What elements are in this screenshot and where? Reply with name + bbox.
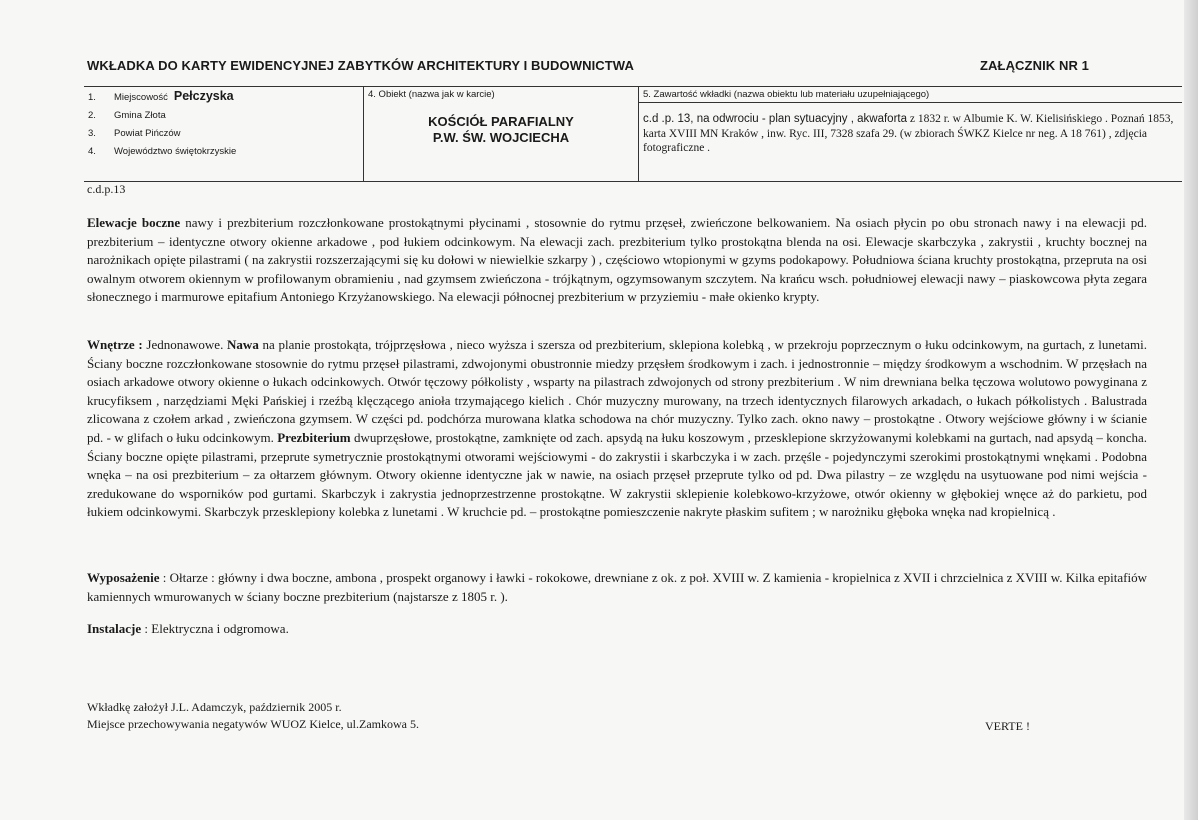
location-column	[84, 87, 364, 181]
municipality-field: 2. Gmina Złota	[88, 110, 166, 121]
section-interior: Wnętrze : Jednonawowe. Nawa na planie prostokąta, trójprzęsłowa , nieco wyższa i szersza od prezbiterium, sklepiona kolebką , w przekroju poprzecznym o łuku odcinkowym, na gurtach, z lunetami. Ściany boczne rozczłonkowane stosownie do rytmu przęseł pilastrami, zdwojonymi obustronnie miedzy przęsłem środkowym i zach. i jednostronnie – między środkowym a wschodnim. W przęsłach na osiach arkadowe otwory okienne o łukach odcinkowych. Otwór tęczowy półkolisty , wsparty na pilastrach zdwojonych od strony prezbiterium . W nim drewniana belka tęczowa wolutowo powyginana z krucyfiksem , narzędziami Męki Pańskiej i rzeźbą klęczącego anioła trzymającego kielich . Chór muzyczny murowany, na trzech identycznych filarowych arkadach, o łukach półkolistych . Balustrada zlicowana z czołem arkad , zwieńczona gzymsem. W części pd. podchórza murowana klatka schodowa na chór muzyczny. Tylko zach. okno nawy – prostokątne . Otwory wejściowe główny i w ścianie pd. - w glifach o łuku odcinkowym. Prezbiterium dwuprzęsłowe, prostokątne, zamknięte od zach. apsydą na łuku koszowym , przesklepione skrzyżowanymi kolebkami na gurtach, nad apsydą – koncha. Ściany boczne opięte pilastrami, przeprute symetrycznie prostokątnymi otworami wejściowymi - do zakrystii i skarbczyka i w zach. przęśle - pojedynczymi szerokimi prostokątnymi wnękami . Podobna wnęka – na osi prezbiterium – za ołtarzem głównym. Otwory okienne identyczne jak w nawie, na osiach przęseł przeprute tylko od pd. Dwa pilastry – ze względu na usytuowane pod nimi wejścia - zredukowane do wsporników pod gurtami. Skarbczyk i zakrystia jednoprzestrzenne prostokątne. W zakrystii sklepienie kolebkowo-krzyżowe, otwór okienny w głębokiej wnęce aż do parkietu, pod łukiem odcinkowymi. Skarbczyk przesklepiony kolebka z lunetami . W kruchcie pd. – prostokątne pomieszczenie nakryte płaskim sufitem ; w narożniku głęboka wnęka nad kropielnicą .	[87, 337, 1147, 520]
section-heading: Elewacje boczne	[87, 215, 181, 230]
section-furnishings: Wyposażenie : Ołtarze : główny i dwa boczne, ambona , prospekt organowy i ławki - rokokowe, drewniane z ok. z poł. XVIII w. Z kamienia - kropielnica z XVII i chrzcielnica z XVIII w. Kilka epitafiów kamiennych wmurowanych w ściany boczne prezbiterium (najstarsze z 1805 r. ).	[87, 570, 1147, 604]
section-elevations: Elewacje boczne nawy i prezbiterium rozczłonkowane prostokątnymi płycinami , stosownie do rytmu przęseł, zwieńczone belkowaniem. Na osiach płycin po obu stronach nawy i na elewacji pd. prezbiterium – identyczne otwory okienne arkadowe , pod łukiem odcinkowym. Na elewacji zach. prezbiterium tylko prostokątna blenda na osi. Elewacje skarbczyka , zakrystii , kruchty bocznej na narożnikach opięte pilastrami ( na zakrystii rozszerzającymi się ku dołowi w niewielkie szkarpy ) , częściowo wtopionymi w gzyms podokapowy. Południowa ściana kruchty prostokątna, przepruta na osi owalnym otworem okiennym w profilowanym obramieniu , nad gzymsem zwieńczona - trójkątnym, ogzymsowanym szczytem. Na krańcu wsch. południowej elewacji nawy – piaskowcowa płyta zegara słonecznego i marmurowe epitafium Antoniego Krzyżanowskiego. Na elewacji północnej prezbiterium w przyziemiu - małe okienko krypty.	[87, 215, 1147, 305]
verte-label: VERTE !	[985, 719, 1030, 733]
object-name: KOŚCIÓŁ PARAFIALNY P.W. ŚW. WOJCIECHA	[428, 114, 574, 145]
section-heading: Wnętrze :	[87, 337, 143, 352]
contents-column	[639, 87, 1182, 181]
attachment-number: ZAŁĄCZNIK NR 1	[980, 58, 1090, 73]
section-heading: Instalacje	[87, 621, 142, 636]
footer-notes	[87, 699, 419, 733]
object-label: 4. Obiekt (nazwa jak w karcie)	[368, 89, 495, 100]
document-title: WKŁADKA DO KARTY EWIDENCYJNEJ ZABYTKÓW ARCHITEKTURY I BUDOWNICTWA	[87, 58, 634, 73]
location-field: 1. Miejscowość Pełczyska	[88, 89, 234, 103]
location-value: Pełczyska	[173, 89, 234, 103]
scan-page-edge	[1184, 0, 1198, 820]
continuation-note: c.d.p.13	[87, 182, 126, 196]
contents-label: 5. Zawartość wkładki (nazwa obiektu lub materiału uzupełniającego)	[639, 89, 1182, 103]
county-field: 3. Powiat Pińczów	[88, 128, 181, 139]
contents-text: c.d .p. 13, na odwrociu - plan sytuacyjny , akwaforta z 1832 r. w Albumie K. W. Kielisińskiego . Poznań 1853, karta XVIII MN Kraków , inw. Ryc. III, 7328 szafa 29. (w zbiorach ŚWKZ Kielce nr neg. A 18 761) , zdjęcia fotograficzne .	[643, 113, 1174, 154]
form-header-table	[84, 86, 1182, 182]
section-installations: Instalacje : Elektryczna i odgromowa.	[87, 621, 289, 636]
storage-note: Miejsce przechowywania negatywów WUOZ Kielce, ul.Zamkowa 5.	[87, 717, 419, 731]
section-heading: Wyposażenie	[87, 570, 160, 585]
location-label: Miejscowość	[114, 92, 168, 103]
voivodeship-field: 4. Województwo świętokrzyskie	[88, 146, 237, 157]
author-note: Wkładkę założył J.L. Adamczyk, październik 2005 r.	[87, 700, 342, 714]
object-column	[364, 87, 639, 181]
